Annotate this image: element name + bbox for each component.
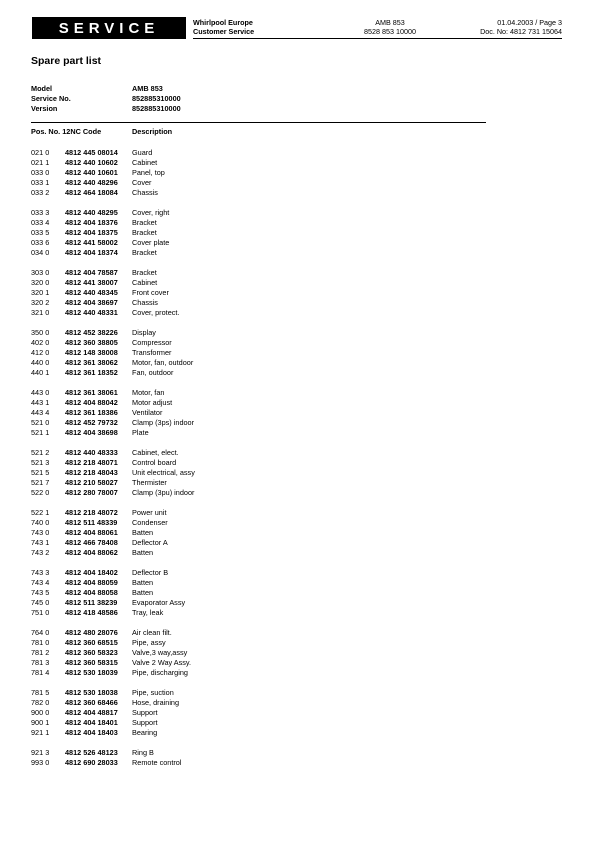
part-description: Bracket	[132, 268, 157, 277]
company-line-1: Whirlpool Europe	[193, 18, 253, 27]
parts-group	[31, 448, 195, 498]
position-number: 921 3	[31, 748, 50, 757]
position-number: 740 0	[31, 518, 50, 527]
table-row	[31, 328, 195, 338]
part-code: 4812 452 79732	[65, 418, 118, 427]
table-divider	[31, 122, 486, 123]
position-number: 440 0	[31, 358, 50, 367]
part-description: Power unit	[132, 508, 167, 517]
part-description: Cover	[132, 178, 152, 187]
table-row	[31, 668, 195, 678]
table-row	[31, 168, 195, 178]
service-label: SERVICE	[32, 17, 186, 39]
position-number: 033 4	[31, 218, 50, 227]
model-code: 8528 853 10000	[364, 27, 416, 36]
table-row	[31, 628, 195, 638]
part-description: Batten	[132, 548, 154, 557]
meta-key: Model	[31, 84, 53, 93]
part-description: Bracket	[132, 248, 157, 257]
meta-value: AMB 853	[132, 84, 163, 93]
table-row	[31, 508, 195, 518]
parts-group	[31, 568, 195, 618]
part-code: 4812 404 18401	[65, 718, 118, 727]
document-info	[480, 18, 562, 36]
table-row	[31, 298, 195, 308]
position-number: 021 1	[31, 158, 50, 167]
part-code: 4812 361 18386	[65, 408, 118, 417]
part-description: Transformer	[132, 348, 172, 357]
position-number: 781 0	[31, 638, 50, 647]
part-code: 4812 404 18402	[65, 568, 118, 577]
meta-row-model	[31, 84, 181, 94]
table-row	[31, 178, 195, 188]
part-description: Cabinet	[132, 158, 158, 167]
parts-group	[31, 508, 195, 558]
position-number: 782 0	[31, 698, 50, 707]
part-code: 4812 690 28033	[65, 758, 118, 767]
header-divider	[193, 38, 562, 39]
column-header-pos-code	[31, 127, 132, 136]
model-name: AMB 853	[375, 18, 405, 27]
part-description: Batten	[132, 528, 154, 537]
parts-group	[31, 628, 195, 678]
position-number: 521 0	[31, 418, 50, 427]
position-number: 743 0	[31, 528, 50, 537]
table-row	[31, 698, 195, 708]
position-number: 440 1	[31, 368, 50, 377]
table-row	[31, 288, 195, 298]
part-code: 4812 404 78587	[65, 268, 118, 277]
position-number: 781 2	[31, 648, 50, 657]
table-row	[31, 648, 195, 658]
position-number: 034 0	[31, 248, 50, 257]
table-row	[31, 478, 195, 488]
part-code: 4812 361 38061	[65, 388, 118, 397]
part-code: 4812 360 38805	[65, 338, 118, 347]
position-number: 900 0	[31, 708, 50, 717]
parts-group	[31, 688, 195, 738]
part-code: 4812 404 48817	[65, 708, 118, 717]
table-row	[31, 598, 195, 608]
table-row	[31, 468, 195, 478]
part-description: Cover, right	[132, 208, 170, 217]
part-description: Pipe, discharging	[132, 668, 188, 677]
position-number: 033 2	[31, 188, 50, 197]
part-code: 4812 530 18038	[65, 688, 118, 697]
column-header-code: 12NC Code	[62, 127, 102, 136]
position-number: 521 2	[31, 448, 50, 457]
part-code: 4812 526 48123	[65, 748, 118, 757]
part-code: 4812 404 88059	[65, 578, 118, 587]
part-description: Clamp (3pu) indoor	[132, 488, 195, 497]
position-number: 743 4	[31, 578, 50, 587]
part-description: Motor, fan	[132, 388, 165, 397]
position-number: 033 6	[31, 238, 50, 247]
meta-key: Service No.	[31, 94, 71, 103]
position-number: 402 0	[31, 338, 50, 347]
parts-group	[31, 388, 195, 438]
table-row	[31, 218, 195, 228]
part-description: Condenser	[132, 518, 168, 527]
position-number: 033 1	[31, 178, 50, 187]
table-row	[31, 428, 195, 438]
company-line-2: Customer Service	[193, 27, 255, 36]
table-row	[31, 418, 195, 428]
part-description: Clamp (3ps) indoor	[132, 418, 195, 427]
part-code: 4812 480 28076	[65, 628, 118, 637]
table-row	[31, 188, 195, 198]
part-description: Ring B	[132, 748, 154, 757]
part-code: 4812 404 38697	[65, 298, 118, 307]
part-description: Pipe, suction	[132, 688, 174, 697]
parts-group	[31, 748, 195, 768]
part-description: Valve 2 Way Assy.	[132, 658, 192, 667]
part-code: 4812 404 18375	[65, 228, 118, 237]
part-description: Deflector A	[132, 538, 168, 547]
date-page: 01.04.2003 / Page 3	[497, 18, 562, 27]
part-code: 4812 218 48043	[65, 468, 118, 477]
column-header-description: Description	[132, 127, 173, 136]
part-code: 4812 440 48331	[65, 308, 118, 317]
table-row	[31, 238, 195, 248]
position-number: 320 0	[31, 278, 50, 287]
table-row	[31, 338, 195, 348]
part-description: Cover, protect.	[132, 308, 180, 317]
position-number: 781 3	[31, 658, 50, 667]
part-code: 4812 360 68466	[65, 698, 118, 707]
part-code: 4812 440 10602	[65, 158, 118, 167]
part-code: 4812 440 48295	[65, 208, 118, 217]
table-row	[31, 208, 195, 218]
table-row	[31, 708, 195, 718]
meta-value: 852885310000	[132, 94, 181, 103]
part-code: 4812 464 18084	[65, 188, 118, 197]
table-row	[31, 568, 195, 578]
part-code: 4812 404 18374	[65, 248, 118, 257]
part-description: Panel, top	[132, 168, 165, 177]
part-description: Compressor	[132, 338, 172, 347]
part-code: 4812 445 08014	[65, 148, 118, 157]
part-description: Deflector B	[132, 568, 169, 577]
part-description: Display	[132, 328, 156, 337]
part-code: 4812 404 88058	[65, 588, 118, 597]
part-code: 4812 440 48333	[65, 448, 118, 457]
part-code: 4812 440 48296	[65, 178, 118, 187]
position-number: 412 0	[31, 348, 50, 357]
part-description: Pipe, assy	[132, 638, 166, 647]
part-code: 4812 418 48586	[65, 608, 118, 617]
position-number: 745 0	[31, 598, 50, 607]
table-row	[31, 448, 195, 458]
position-number: 521 1	[31, 428, 50, 437]
table-row	[31, 718, 195, 728]
part-code: 4812 441 38007	[65, 278, 118, 287]
position-number: 743 1	[31, 538, 50, 547]
position-number: 743 3	[31, 568, 50, 577]
part-code: 4812 361 18352	[65, 368, 118, 377]
position-number: 521 7	[31, 478, 50, 487]
part-description: Tray, leak	[132, 608, 164, 617]
parts-list	[31, 148, 195, 778]
table-row	[31, 588, 195, 598]
part-description: Motor, fan, outdoor	[132, 358, 194, 367]
position-number: 320 1	[31, 288, 50, 297]
position-number: 743 2	[31, 548, 50, 557]
part-code: 4812 360 58323	[65, 648, 118, 657]
part-description: Cabinet, elect.	[132, 448, 179, 457]
part-description: Cover plate	[132, 238, 170, 247]
position-number: 900 1	[31, 718, 50, 727]
part-description: Batten	[132, 588, 154, 597]
part-code: 4812 361 38062	[65, 358, 118, 367]
table-row	[31, 548, 195, 558]
part-description: Evaporator Assy	[132, 598, 186, 607]
part-code: 4812 360 58315	[65, 658, 118, 667]
parts-group	[31, 268, 195, 318]
part-description: Air clean filt.	[132, 628, 172, 637]
meta-row-version	[31, 104, 181, 114]
position-number: 743 5	[31, 588, 50, 597]
part-description: Fan, outdoor	[132, 368, 174, 377]
table-row	[31, 728, 195, 738]
position-number: 443 4	[31, 408, 50, 417]
position-number: 521 3	[31, 458, 50, 467]
table-row	[31, 308, 195, 318]
table-row	[31, 758, 195, 768]
position-number: 781 5	[31, 688, 50, 697]
part-code: 4812 511 38239	[65, 598, 118, 607]
table-row	[31, 488, 195, 498]
part-description: Plate	[132, 428, 149, 437]
column-header-pos: Pos. No.	[31, 127, 63, 136]
table-row	[31, 528, 195, 538]
meta-key: Version	[31, 104, 58, 113]
position-number: 321 0	[31, 308, 50, 317]
part-description: Support	[132, 718, 158, 727]
position-number: 521 5	[31, 468, 50, 477]
table-row	[31, 278, 195, 288]
part-description: Guard	[132, 148, 153, 157]
table-row	[31, 458, 195, 468]
position-number: 751 0	[31, 608, 50, 617]
part-description: Thermister	[132, 478, 167, 487]
table-row	[31, 518, 195, 528]
table-row	[31, 688, 195, 698]
position-number: 921 1	[31, 728, 50, 737]
table-row	[31, 408, 195, 418]
position-number: 443 1	[31, 398, 50, 407]
part-code: 4812 280 78007	[65, 488, 118, 497]
meta-row-service	[31, 94, 181, 104]
part-description: Remote control	[132, 758, 182, 767]
part-description: Bearing	[132, 728, 158, 737]
parts-group	[31, 328, 195, 378]
table-row	[31, 268, 195, 278]
part-description: Batten	[132, 578, 154, 587]
part-description: Hose, draining	[132, 698, 180, 707]
part-code: 4812 466 78408	[65, 538, 118, 547]
table-row	[31, 578, 195, 588]
position-number: 522 0	[31, 488, 50, 497]
part-code: 4812 404 88061	[65, 528, 118, 537]
table-header	[31, 127, 172, 136]
part-code: 4812 360 68515	[65, 638, 118, 647]
position-number: 303 0	[31, 268, 50, 277]
part-description: Support	[132, 708, 158, 717]
table-row	[31, 538, 195, 548]
part-code: 4812 404 88062	[65, 548, 118, 557]
part-code: 4812 440 10601	[65, 168, 118, 177]
position-number: 033 5	[31, 228, 50, 237]
table-row	[31, 348, 195, 358]
part-description: Motor adjust	[132, 398, 173, 407]
part-description: Unit electrical, assy	[132, 468, 195, 477]
part-description: Chassis	[132, 298, 158, 307]
part-code: 4812 511 48339	[65, 518, 118, 527]
table-row	[31, 358, 195, 368]
position-number: 443 0	[31, 388, 50, 397]
table-row	[31, 398, 195, 408]
part-code: 4812 404 88042	[65, 398, 118, 407]
part-description: Front cover	[132, 288, 169, 297]
table-row	[31, 158, 195, 168]
part-code: 4812 404 18403	[65, 728, 118, 737]
page-title: Spare part list	[31, 55, 102, 67]
position-number: 021 0	[31, 148, 50, 157]
table-row	[31, 658, 195, 668]
table-row	[31, 148, 195, 158]
part-code: 4812 210 58027	[65, 478, 118, 487]
position-number: 522 1	[31, 508, 50, 517]
part-code: 4812 452 38226	[65, 328, 118, 337]
table-row	[31, 638, 195, 648]
parts-group	[31, 148, 195, 198]
part-code: 4812 530 18039	[65, 668, 118, 677]
position-number: 781 4	[31, 668, 50, 677]
table-row	[31, 368, 195, 378]
position-number: 033 0	[31, 168, 50, 177]
position-number: 320 2	[31, 298, 50, 307]
part-description: Bracket	[132, 228, 157, 237]
part-description: Chassis	[132, 188, 158, 197]
model-meta	[31, 84, 181, 114]
part-code: 4812 218 48072	[65, 508, 118, 517]
part-description: Bracket	[132, 218, 157, 227]
part-description: Control board	[132, 458, 177, 467]
model-header	[360, 18, 420, 36]
table-row	[31, 748, 195, 758]
part-description: Cabinet	[132, 278, 158, 287]
company-name	[193, 18, 254, 36]
part-description: Ventilator	[132, 408, 163, 417]
parts-group	[31, 208, 195, 258]
table-row	[31, 248, 195, 258]
part-code: 4812 148 38008	[65, 348, 118, 357]
doc-number: Doc. No: 4812 731 15064	[480, 27, 562, 36]
position-number: 033 3	[31, 208, 50, 217]
table-row	[31, 228, 195, 238]
part-code: 4812 440 48345	[65, 288, 118, 297]
position-number: 993 0	[31, 758, 50, 767]
part-code: 4812 218 48071	[65, 458, 118, 467]
position-number: 764 0	[31, 628, 50, 637]
position-number: 350 0	[31, 328, 50, 337]
part-description: Valve,3 way,assy	[132, 648, 188, 657]
part-code: 4812 404 38698	[65, 428, 118, 437]
meta-value: 852885310000	[132, 104, 181, 113]
part-code: 4812 441 58002	[65, 238, 118, 247]
table-row	[31, 608, 195, 618]
part-code: 4812 404 18376	[65, 218, 118, 227]
table-row	[31, 388, 195, 398]
